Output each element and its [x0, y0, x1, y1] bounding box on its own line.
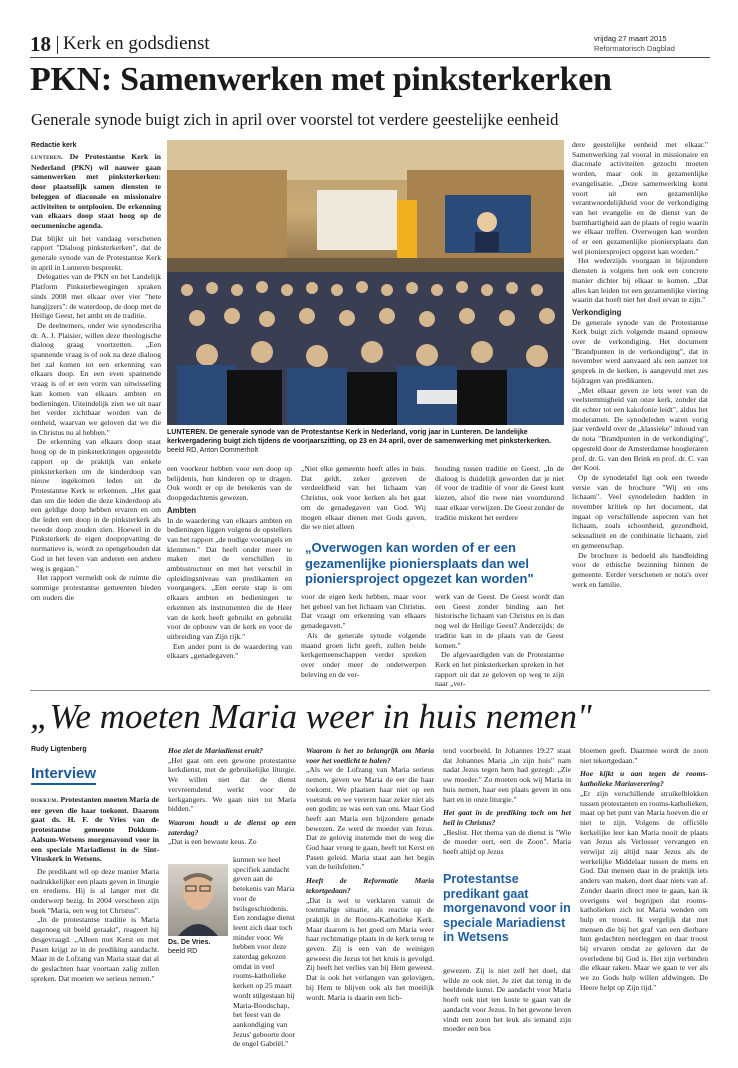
article1-paragraph: een voorkeur hebben voor een doop op belijdenis, hun kinderen op te dragen. Ook wordt er op de betekenis van de doopgedachtenis gewezen. [167, 464, 292, 503]
article1-column-1 [31, 152, 161, 680]
header-rule [30, 57, 710, 58]
photo-caption [167, 428, 564, 455]
article2-column-1 [31, 795, 159, 1060]
article2-highlight: Protestantse predikant gaat morgenavond voor in speciale Mariadienst in Wetsens [443, 872, 571, 944]
article2-column-3 [306, 746, 434, 1060]
article1-column-3-bottom [301, 592, 426, 680]
article1-paragraph: De erkenning van elkaars doop staat hoog op de in pinksterkringen opgestelde rapport op de praktijk van enkele pinksterkerken om de kinderdoop van nieuw ingekomen leden uit de Protestantse Kerk te erkennen. „Het gaat dan om die leden die deze kinderdoop als een geldige doop hebben ervaren en om die leden een doop in de pinksterkerk als tweede doop zouden zien. Hoewel in de Pinksterkerk de eigen doopopvatting de normatieve is, wordt zo opengehouden dat God in het leven van anderen een andere weg is gegaan." [31, 437, 161, 573]
article1-lead: De Protestantse Kerk in Nederland (PKN) wil nauwer gaan samenwerken met pinksterkerken: door plaatselijk samen diensten te beleggen of diaconale en missionaire activiteiten te ontplooien. De erkenning van elkaars doop staat hoog op de oecumenische agenda. [31, 152, 161, 230]
article2-dateline: dokkum. [31, 796, 59, 804]
article1-column-4-bottom [435, 592, 564, 689]
article1-pullquote: „Overwogen kan worden of er een gezamenlijke pioniersplaats dan wel pioniersproject opgezet kan worden" [305, 540, 534, 586]
article1-paragraph: Op de synodetafel ligt ook een tweede versie van de brochure "Wij en ons lichaam". Veel synodeleden hadden in november kritiek op het document, dat ingaat op verschillende aspecten van het lichaam, zoals schoonheid, gezondheid, seksualiteit en de combinatie lichaam, ziel en gemeenschap. [572, 472, 708, 550]
portrait-caption [168, 938, 210, 956]
article1-paragraph: Het wederzijds voorgaan in bijzondere diensten is volgens hen ook een concrete manier dichter bij elkaar te komen. „Dat alles kan leiden tot een gezamenlijke viering waarin dat hoeft niet het doel ervan te zijn." [572, 256, 708, 305]
article-divider [30, 690, 710, 691]
synod-photo [167, 140, 564, 425]
article1-subheading-ambten: Ambten [167, 505, 197, 515]
article1-paragraph: „Niet elke gemeente heeft alles in huis. Dat geldt, zeker gezeven de verdeeldheid van het lichaam van Christus, ook voor kerken als het gaat om de genadegaven van God. Wij mogen elkaar dienen met Gods gaven, die we niet alleen [301, 464, 426, 532]
article1-paragraph: voor de eigen kerk hebben, maar voor het geheel van het lichaam van Christus. Dat vraagt om erkenning van elkaars genadegaven." [301, 592, 426, 631]
interview-answer: „Het gaat om een gewone protestantse kerkdienst, met de gebruikelijke liturgie. We willen niet dat de dienst vervreemdend werkt voor de kerkgangers. We gaan niet tot Maria bidden." [168, 755, 296, 814]
interview-answer: gewezen. Zij is niet zelf het doel, dat wilde ze ook niet. Je ziet dat terug in de beeldende kunst. De aandacht voor Maria hoeft ook niet ten koste te gaan van de aandacht voor Jezus. In het gewone leven vindt een zoon het leuk als iemand zijn moeder een bos [443, 966, 571, 1034]
article2-column-5 [580, 746, 708, 1060]
interview-question: Hoe kijkt u aan tegen de rooms-katholieke Mariaverering? [580, 769, 708, 789]
article1-dateline: lunteren. [31, 153, 64, 161]
interview-answer: „Dat is wel te verklaren vanuit de toenmalige situatie, als reactie op de praktijk in de Rooms-Katholieke Kerk. Maar daarom is het goed om Maria weer haar rechtmatige plaats in de kerk terug te geven. Zij is een van de weinigen geweest die Jezus tot het kruis is gevolgd. Zij heeft het verlies van bij Hem geweest. Dat is ook het verlangen van gelovigen, bij Hem te blijven ook als het moeilijk wordt. Maria is daarin een lich- [306, 895, 434, 1002]
article2-byline: Rudy Ligtenberg [31, 746, 87, 753]
interview-answer: tend voorbeeld. In Johannes 19:27 staat dat Johannes Maria „in zijn huis" nam nadat Jezus tegen hem had gezegd: „Zie uw moeder." Zo moeten ook wij Maria in huis nemen, haar een plaats geven in ons hart en in onze liturgie." [443, 746, 571, 804]
article1-column-5 [572, 140, 708, 680]
article1-paragraph: In de waardering van elkaars ambten en bedieningen liggen volgens de opstellers van het rapport „de nodige voetangels en klemmen." Dat heeft onder meer te maken met de verschillen in ambtsstructuur en met het verschil in opleidingsniveau van predikanten en voorgangers. „Een eerste stap is om elkaars ambten en bedieningen te erkennen als instrumenten die de Heer van de kerk heeft gebruikt en gebruikt voor de opbouw van de kerk en voor de uitbreiding van Zijn rijk." [167, 515, 292, 641]
header-divider [57, 36, 58, 54]
article1-paragraph: Het rapport vermeldt ook de ruimte die sommige protestantse gemeenten bieden om ouders die [31, 573, 161, 602]
article2-paragraph: „In de protestantse traditie is Maria nagenoeg uit beeld geraakt", reageert hij desgevraagd. „Alleen met Kerst en met Pasen krijgt ze in de prediking aandacht. Maar in de Lofzang van Maria staat dat al de geslachten haar voortaan zalig zullen spreken. Dat moeten we serieus nemen." [31, 915, 159, 983]
article1-headline: PKN: Samenwerken met pinksterkerken [30, 61, 612, 98]
article1-paragraph: Delegaties van de PKN en het Landelijk Platform Pinksterbewegingen spraken sinds 2008 met elkaar over vier "hete hangijzers": de waterdoop, de doop met de Heilige Geest, het ambt en de traditie. [31, 272, 161, 321]
article1-paragraph: houding tussen traditie en Geest. „In de dialoog is duidelijk geworden dat je niet óf voor de traditie óf voor de Geest kunt kiezen, alsof die twee niet voortdurend naar elkaar verwijzen. De Geest zonder de traditie miskent het eerdere [435, 464, 564, 522]
article1-subheading-verkondiging: Verkondiging [572, 307, 622, 317]
article1-paragraph: Dat blijkt uit het vandaag verschenen rapport "Dialoog pinksterkerken", dat de generale synode van de Protestantse Kerk in april in Lunteren bespreekt. [31, 233, 161, 272]
article1-paragraph: „Met elkaar geven ze iets weer van de veelstemmigheid van onze kerk, zonder dat dit echter tot een kakofonie leidt", aldus het moderamen. De synodeleden waren vorig jaar verdeeld over de „klassieke" inhoud van de nota "Brandpunten in de verkondiging", opgesteld door de Amsterdamse hoogleraren prof. dr. G. van den Brink en prof. dr. C. van der Kooi. [572, 385, 708, 473]
article2-lead: Protestanten moeten Maria de eer geven die haar toekomt. Daarom gaat ds. H. F. de Vries van de protestantse gemeente Dokkum-Aalsum-Wetsens morgenavond voor in een speciale Mariadienst in de Sint-Vituskerk in Wetsens. [31, 795, 159, 864]
portrait-credit: beeld RD [168, 948, 198, 955]
interview-answer: „Als we de Lofzang van Maria serieus nemen, geven we Maria de eer die haar toekomt. We plaatsen haar niet op een voetstuk en we vereren haar zeker niet als een godin; ze was een van ons. Maar God heeft aan Maria een bijzondere genade bewezen. Ze werd de moeder van Jezus. Dat ze gelovig instemde met de weg die God haar vroeg te gaan, heeft tot Kerst en Pasen geleid. Maria staat aan het begin van de heilsfeiten." [306, 765, 434, 872]
interview-question: Waarom houdt u de dienst op een zaterdag? [168, 817, 296, 837]
page-date: vrijdag 27 maart 2015 [594, 34, 667, 43]
publication-name: Reformatorisch Dagblad [594, 44, 675, 53]
article1-column-2 [167, 464, 292, 680]
article1-subhead: Generale synode buigt zich in april over voorstel tot verdere geestelijke eenheid [31, 110, 559, 129]
article1-column-4-top [435, 464, 564, 536]
article2-column-4-top [443, 746, 571, 866]
interview-answer: kunnen we heel specifiek aandacht geven aan de betekenis van Maria voor de heilsgeschiedenis. Een zondagse dienst leent zich daar toch minder voor. We hebben voor deze zaterdag gekozen omdat in veel rooms-katholieke kerken op 25 maart wordt stilgestaan bij Maria-Boodschap, het feest van de aankondiging van Jezus' geboorte door de engel Gabriël." [233, 855, 296, 1049]
article1-paragraph: werk van de Geest. De Geest wordt dan een Geest zonder binding aan het historische lichaam van Christus en is dan nog wel de Heilige Geest? Anderzijds: de traditie kan in de plaats van de Geest komen." [435, 592, 564, 650]
portrait-illustration [168, 864, 228, 936]
portrait-photo [168, 864, 228, 936]
interview-answer: „Beslist. Het thema van de dienst is "Wie de moeder eert, eert de Zoon". Maria heeft altijd op Jezus [443, 827, 571, 857]
interview-label: Interview [31, 765, 96, 785]
interview-answer: „Er zijn verschillende struikelblokken tussen protestanten en rooms-katholieken, maar op het punt van Maria hoeven die er niet te zijn. Volgens de officiële kerkelijke leer kan Maria nooit de plaats van Jezus als Verlosser vervangen en verwijst zij altijd naar Jezus als de werkelijke Middelaar tussen de mens en God. Dat mensen daar in de praktijk iets anders van maken, doet daar niets van af. Zonder daarin direct mee te gaan, kan ik overigens wel begrijpen dat rooms-katholieken zich tot Maria wenden om hulp en troost. Ik vergelijk dat met mensen die bij het graf van een dierbare hun gedachten neerleggen en daar troost bij ervaren omdat ze geloven dat de overledene bij God is. Het zijn verbinden die elkaar raken. Maar we gaan te ver als we zo Gods hulp willen afdwingen. De Heere helpt op Zijn tijd." [580, 788, 708, 992]
article1-paragraph: De afgevaardigden van de Protestantse Kerk en het pinksterkerken spreken in het rapport uit dat ze geloven op weg te zijn naar „ver- [435, 650, 564, 689]
portrait-caption-name: Ds. De Vries. [168, 939, 211, 946]
article2-column-2-side [233, 855, 297, 1049]
interview-answer: „Dat is een bewuste keus. Zo [168, 837, 257, 847]
page-number: 18 [30, 32, 51, 56]
interview-answer: bloemen geeft. Daarmee wordt de zoon niet tekortgedaan." [580, 746, 708, 765]
article1-paragraph: dere geestelijke eenheid met elkaar." Samenwerking zal vooral in missionaire en diaconale activiteiten gezocht moeten worden, maar ook in gezamenlijke evangelisatie. „Deze samenwerking komt voort uit een gezamenlijke verantwoordelijkheid voor de verkondiging van het evangelie en de dienst van de barmhartigheid aan de plaats of regio waarin we elkaar treffen. Overwogen kan worden of er een gezamenlijke pioniersplaats dan wel pioniersproject opgezet kan worden." [572, 140, 708, 256]
article2-headline: „We moeten Maria weer in huis nemen" [30, 697, 592, 736]
article1-paragraph: De generale synode van de Protestantse Kerk buigt zich volgende maand opnieuw over de verkondiging. Het document "Brandpunten in de verkondiging", dat in november werd aanvaard als een aanzet tot gesprek in de kerken, is aangevuld met zes bijdragen van predikanten. [572, 317, 708, 385]
photo-caption-text: LUNTEREN. De generale synode van de Protestantse Kerk in Nederland, vorig jaar in Lunteren. De landelijke kerkvergadering buigt zich tijdens de voorjaarszitting, op 23 en 24 april, over de samenwerking met pinksterkerken. [167, 429, 551, 445]
interview-question: Hoe ziet de Mariadienst eruit? [168, 746, 263, 755]
article1-paragraph: De deelnemers, onder wie synodescriba dr. A. J. Plaisier, willen deze theologische dialoog graag voortzetten. „Een spannende vraag is of ook na deze dialoog het zal komen tot een erkenning van elkaars doop. En een even spannende vraag is of er een vorm van uitwisseling kan komen van elkaars ambten en bedieningen. Uiteindelijk zien we uit naar het verder zichtbaar worden van de eenheid, waarvan we geloven dat we die in Christus nu al hebben." [31, 320, 161, 437]
article1-paragraph: Als de generale synode volgende maand groen licht geeft, zullen beide kerkgemeenschappen verder spreken over onder meer de onderwerpen beleving en de ver- [301, 630, 426, 679]
synod-photo-illustration [167, 140, 564, 425]
article2-column-4-bottom [443, 966, 571, 1060]
article2-column-2-top [168, 746, 296, 850]
section-title: Kerk en godsdienst [63, 33, 210, 54]
article2-paragraph: De predikant wil op deze manier Maria nadrukkelijker een plaats geven in liturgie en erediens. Hij is al langer met dit onderwerp bezig. In 2004 verscheen zijn boek "Maria, een weg tot Christus". [31, 866, 159, 915]
interview-question: Heeft de Reformatie Maria tekortgedaan? [306, 876, 434, 895]
article1-paragraph: De brochure is bedoeld als handleiding voor de ethische bezinning binnen de gemeente. Eerder verschenen er nota's over werk en familie. [572, 550, 708, 589]
article1-byline: Redactie kerk [31, 142, 77, 149]
article1-paragraph: Een ander punt is de waardering van elkaars „genadegaven." [167, 641, 292, 661]
photo-credit: beeld RD, Anton Dommerholt [167, 447, 259, 454]
article1-column-3-top [301, 464, 426, 536]
interview-question: Waarom is het zo belangrijk om Maria voor het voetlicht te halen? [306, 746, 434, 765]
interview-question: Het gaat in de prediking toch om het heil in Christus? [443, 808, 571, 827]
